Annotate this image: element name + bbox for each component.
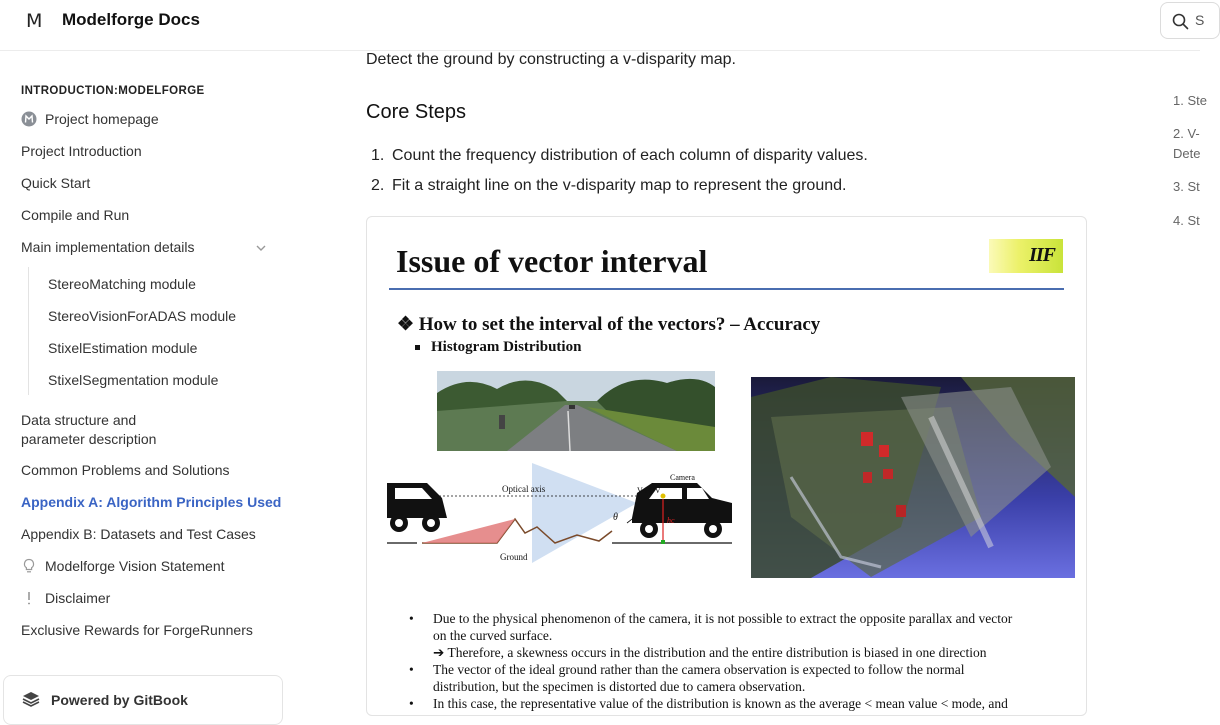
sidebar-item-quick-start[interactable] [21,175,90,191]
page-toc [1173,51,1207,271]
sidebar-item-label: StereoMatching module [48,276,196,292]
road-photo [437,371,715,451]
sidebar-item-label: Appendix B: Datasets and Test Cases [21,526,256,542]
search-icon [1172,13,1189,30]
ground-label: Ground [500,552,528,562]
slide-title: Issue of vector interval [396,243,708,279]
optical-axis-label: Optical axis [502,484,546,494]
section-heading: Core Steps [366,101,467,123]
sidebar-item-label: Project Introduction [21,143,142,159]
slide-bullet: • The vector of the ideal ground rather than the camera observation is expected to follow the normal [433,661,965,678]
sidebar-item-main-implementation[interactable] [21,239,195,255]
sidebar-item-appendix-b[interactable] [21,526,256,542]
sidebar-item-label: Compile and Run [21,207,130,223]
sidebar-item-project-homepage[interactable] [21,111,159,127]
sidebar-item-stereovisionforadas[interactable] [48,308,236,324]
sidebar-item-project-introduction[interactable] [21,143,142,159]
slide-bullet: ➔ Therefore, a skewness occurs in the distribution and the entire distribution is biased in one direction [433,645,987,660]
sidebar-item-label: StixelEstimation module [48,340,198,356]
sidebar-item-label-line1: Data structure and [21,412,137,428]
sidebar-item-stixelestimation[interactable] [48,340,197,356]
intro-paragraph: Detect the ground by constructing a v-disparity map. [366,51,736,68]
step-number: 1. [371,147,385,164]
sidebar-item-exclusive-rewards[interactable] [21,622,253,638]
powered-by-gitbook-link[interactable] [3,675,283,725]
sidebar-item-label: Main implementation details [21,239,195,255]
sidebar-item-label: Exclusive Rewards for ForgeRunners [21,622,253,638]
sidebar-item-label: Project homepage [45,111,159,127]
toc-item-continued[interactable]: Dete [1173,146,1201,161]
toc-item[interactable]: 4. St [1173,213,1200,228]
sidebar-item-label: Disclaimer [45,590,111,606]
site-logo[interactable]: M [26,10,43,32]
sidebar-item-label: Modelforge Vision Statement [45,558,225,574]
slide-sub-bullet: Histogram Distribution [431,339,582,355]
step-text: Fit a straight line on the v-disparity map to represent the ground. [392,177,847,194]
hc-label: hc [667,516,675,525]
gitbook-icon [21,690,41,708]
toc-item[interactable]: 2. V- [1173,126,1200,141]
exclamation-icon [21,590,37,606]
vfov-label: V-FOV [637,486,661,495]
camera-label: Camera [670,473,695,482]
slide-bullet: • In this case, the representative value of the distribution is known as the average < mean value < mode, and [433,695,1008,712]
theta-label: θ [613,512,618,523]
toc-item[interactable]: 3. St [1173,179,1200,194]
slide-bullet: • Due to the physical phenomenon of the camera, it is not possible to extract the opposite parallax and vector [433,610,1012,627]
sidebar-item-label: StixelSegmentation module [48,372,219,388]
chevron-down-icon[interactable] [255,242,267,254]
slide-question: ❖ How to set the interval of the vectors? – Accuracy [397,314,821,335]
slide-divider [389,288,1064,290]
sidebar-item-common-problems[interactable] [21,462,230,478]
submenu-indent-line [28,267,29,395]
list-item [371,147,868,165]
toc-item[interactable]: 1. Ste [1173,93,1207,108]
search-label: S [1195,12,1205,28]
main-content [366,51,1086,711]
sidebar-item-label: Quick Start [21,175,91,191]
point-cloud-image [751,377,1075,578]
sidebar-item-label: Appendix A: Algorithm Principles Used [21,494,282,510]
search-button[interactable] [1160,2,1220,39]
sidebar-item-vision-statement[interactable] [21,558,225,574]
camera-geometry-diagram [387,463,737,563]
step-number: 2. [371,177,385,194]
sidebar-item-stixelsegmentation[interactable] [48,372,218,388]
sidebar-item-appendix-a[interactable] [21,494,281,510]
slide-bullet: on the curved surface. [433,628,553,643]
sidebar-section-title: INTRODUCTION:MODELFORGE [21,85,205,97]
powered-by-label: Powered by GitBook [51,692,188,708]
sidebar-item-stereomatching[interactable] [48,276,196,292]
sidebar [0,51,290,708]
slide-logo-text: IIF [1029,244,1055,266]
list-item [371,177,846,195]
slide-bullet: distribution, but the specimen is distorted due to camera observation. [433,679,806,694]
sidebar-item-label: Common Problems and Solutions [21,462,230,478]
step-text: Count the frequency distribution of each column of disparity values. [392,147,868,164]
top-header [0,0,1205,51]
sidebar-item-disclaimer[interactable] [21,590,110,606]
slide-image [366,216,1087,716]
sidebar-item-label: StereoVisionForADAS module [48,308,237,324]
sidebar-item-compile-run[interactable] [21,207,129,223]
lightbulb-icon [21,558,37,574]
sidebar-item-data-structure[interactable] [21,411,156,449]
slide-logo [989,239,1063,273]
sidebar-item-label-line2: parameter description [21,431,157,447]
site-title[interactable]: Modelforge Docs [62,10,200,29]
github-icon [21,111,37,127]
